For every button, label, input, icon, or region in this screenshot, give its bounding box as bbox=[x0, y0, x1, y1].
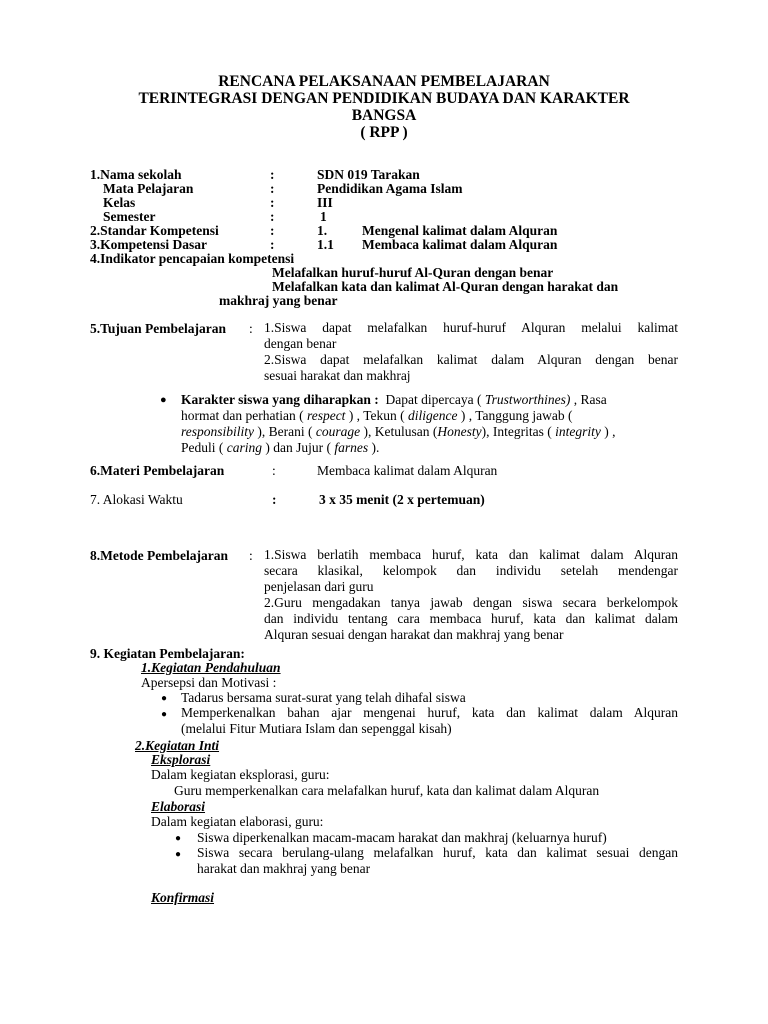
metode-line-2: secara klasikal, kelompok dan individu setelah mendengar bbox=[264, 563, 678, 578]
value-alokasi: 3 x 35 menit (2 x pertemuan) bbox=[319, 492, 485, 507]
apersepsi-text: Apersepsi dan Motivasi : bbox=[141, 675, 277, 690]
colon: : bbox=[249, 548, 253, 563]
metode-text bbox=[264, 547, 678, 643]
label-standar-kompetensi: 2.Standar Kompetensi bbox=[90, 223, 219, 238]
value-materi: Membaca kalimat dalam Alquran bbox=[317, 463, 498, 478]
karakter-text: ), Integritas ( bbox=[481, 424, 552, 439]
elaborasi-item-2-line-2: harakat dan makhraj yang benar bbox=[197, 861, 371, 876]
label-metode: 8.Metode Pembelajaran bbox=[90, 548, 228, 563]
karakter-line-1 bbox=[181, 392, 676, 408]
heading-inti: 2.Kegiatan Inti bbox=[135, 738, 220, 753]
doc-title-line-2: TERINTEGRASI DENGAN PENDIDIKAN BUDAYA DAN KARAKTER bbox=[138, 90, 630, 107]
colon: : bbox=[272, 492, 277, 507]
colon: : bbox=[270, 237, 275, 252]
bullet-icon: ● bbox=[161, 709, 168, 720]
label-tujuan: 5.Tujuan Pembelajaran bbox=[90, 321, 227, 336]
karakter-text: Peduli ( bbox=[181, 440, 224, 455]
karakter-term: Honesty bbox=[437, 424, 482, 439]
label-indikator: 4.Indikator pencapaian kompetensi bbox=[90, 251, 295, 266]
karakter-text: , Rasa bbox=[573, 392, 607, 407]
metode-line-6: Alquran sesuai dengan harakat dan makhraj yang benar bbox=[264, 627, 564, 642]
heading-pendahuluan: 1.Kegiatan Pendahuluan bbox=[141, 660, 281, 675]
karakter-term: respect bbox=[306, 408, 346, 423]
value-kompetensi-dasar: Membaca kalimat dalam Alquran bbox=[362, 237, 558, 252]
pendahuluan-item-2 bbox=[181, 705, 678, 737]
bullet-icon: ● bbox=[161, 693, 168, 704]
label-kegiatan: 9. Kegiatan Pembelajaran: bbox=[90, 646, 245, 661]
value-semester: 1 bbox=[320, 209, 327, 224]
indikator-line-2: Melafalkan kata dan kalimat Al-Quran dengan harakat dan bbox=[272, 279, 619, 294]
bullet-icon: ● bbox=[175, 849, 182, 860]
karakter-term: caring bbox=[226, 440, 262, 455]
karakter-text: ). bbox=[371, 440, 380, 455]
karakter-term: Trustworthines) bbox=[484, 392, 571, 407]
karakter-term: diligence bbox=[407, 408, 458, 423]
karakter-line-2 bbox=[181, 408, 676, 424]
metode-line-5: dan individu tentang cara membaca huruf, kata dan kalimat dalam bbox=[264, 611, 678, 626]
metode-line-1: 1.Siswa berlatih membaca huruf, kata dan kalimat dalam Alquran bbox=[264, 547, 678, 562]
colon: : bbox=[272, 463, 276, 478]
karakter-text: hormat dan perhatian ( bbox=[181, 408, 304, 423]
label-alokasi bbox=[90, 492, 183, 507]
number-kompetensi-dasar: 1.1 bbox=[317, 237, 334, 252]
karakter-block bbox=[181, 392, 676, 456]
colon: : bbox=[249, 321, 253, 336]
tujuan-line-2: dengan benar bbox=[264, 336, 337, 351]
indikator-line-1: Melafalkan huruf-huruf Al-Quran dengan benar bbox=[272, 265, 554, 280]
elaborasi-item-1: Siswa diperkenalkan macam-macam harakat dan makhraj (keluarnya huruf) bbox=[197, 830, 607, 845]
karakter-text: ) dan Jujur ( bbox=[265, 440, 331, 455]
label-semester: Semester bbox=[103, 209, 156, 224]
tujuan-line-4: sesuai harakat dan makhraj bbox=[264, 368, 411, 383]
karakter-text: ) , Tekun ( bbox=[348, 408, 405, 423]
pendahuluan-item-1: Tadarus bersama surat-surat yang telah dihafal siswa bbox=[181, 690, 466, 705]
doc-title-line-1: RENCANA PELAKSANAAN PEMBELAJARAN bbox=[218, 73, 550, 90]
label-alokasi-text: 7. Alokasi Waktu bbox=[90, 492, 183, 507]
colon: : bbox=[270, 181, 275, 196]
colon: : bbox=[270, 195, 275, 210]
karakter-text: ) , Tanggung jawab ( bbox=[460, 408, 573, 423]
label-mata-pelajaran: Mata Pelajaran bbox=[103, 181, 194, 196]
pendahuluan-item-2-line-1: Memperkenalkan bahan ajar mengenai huruf, kata dan kalimat dalam Alquran bbox=[181, 705, 678, 720]
value-nama-sekolah: SDN 019 Tarakan bbox=[317, 167, 420, 182]
colon: : bbox=[270, 223, 275, 238]
metode-line-4: 2.Guru mengadakan tanya jawab dengan siswa secara berkelompok bbox=[264, 595, 678, 610]
elaborasi-text: Dalam kegiatan elaborasi, guru: bbox=[151, 814, 324, 829]
karakter-line-3 bbox=[181, 424, 676, 440]
eksplorasi-text: Dalam kegiatan eksplorasi, guru: bbox=[151, 767, 330, 782]
heading-konfirmasi: Konfirmasi bbox=[151, 890, 215, 905]
indikator-line-3: makhraj yang benar bbox=[219, 293, 338, 308]
elaborasi-item-2 bbox=[197, 845, 678, 877]
heading-eksplorasi: Eksplorasi bbox=[151, 752, 211, 767]
metode-line-3: penjelasan dari guru bbox=[264, 579, 374, 594]
number-standar-kompetensi: 1. bbox=[317, 223, 328, 238]
karakter-term: courage bbox=[315, 424, 361, 439]
label-materi: 6.Materi Pembelajaran bbox=[90, 463, 225, 478]
label-kompetensi-dasar: 3.Kompetensi Dasar bbox=[90, 237, 207, 252]
value-standar-kompetensi: Mengenal kalimat dalam Alquran bbox=[362, 223, 558, 238]
label-nama-sekolah: 1.Nama sekolah bbox=[90, 167, 182, 182]
karakter-text: Dapat dipercaya ( bbox=[385, 392, 482, 407]
tujuan-line-3: 2.Siswa dapat melafalkan kalimat dalam Alquran dengan benar bbox=[264, 352, 678, 367]
doc-title-line-4: ( RPP ) bbox=[360, 124, 408, 141]
karakter-term: responsibility bbox=[181, 424, 254, 439]
bullet-icon: ● bbox=[160, 394, 167, 406]
elaborasi-item-2-line-1: Siswa secara berulang-ulang melafalkan huruf, kata dan kalimat sesuai dengan bbox=[197, 845, 678, 860]
karakter-text: ), Berani ( bbox=[257, 424, 313, 439]
karakter-text: ), Ketulusan ( bbox=[363, 424, 438, 439]
tujuan-line-1: 1.Siswa dapat melafalkan huruf-huruf Alquran melalui kalimat bbox=[264, 320, 678, 335]
karakter-term: integrity bbox=[555, 424, 601, 439]
karakter-label: Karakter siswa yang diharapkan : bbox=[181, 392, 379, 407]
heading-elaborasi: Elaborasi bbox=[151, 799, 206, 814]
karakter-text: ) , bbox=[604, 424, 616, 439]
karakter-line-4 bbox=[181, 440, 676, 456]
label-kelas: Kelas bbox=[103, 195, 136, 210]
karakter-term: farnes bbox=[334, 440, 369, 455]
eksplorasi-item: Guru memperkenalkan cara melafalkan huruf, kata dan kalimat dalam Alquran bbox=[174, 783, 600, 798]
doc-title-line-3: BANGSA bbox=[351, 107, 417, 124]
value-kelas: III bbox=[317, 195, 333, 210]
colon: : bbox=[270, 209, 275, 224]
colon: : bbox=[270, 167, 275, 182]
bullet-icon: ● bbox=[175, 833, 182, 844]
value-mata-pelajaran: Pendidikan Agama Islam bbox=[317, 181, 463, 196]
tujuan-text bbox=[264, 320, 678, 384]
pendahuluan-item-2-line-2: (melalui Fitur Mutiara Islam dan sepenggal kisah) bbox=[181, 721, 452, 736]
